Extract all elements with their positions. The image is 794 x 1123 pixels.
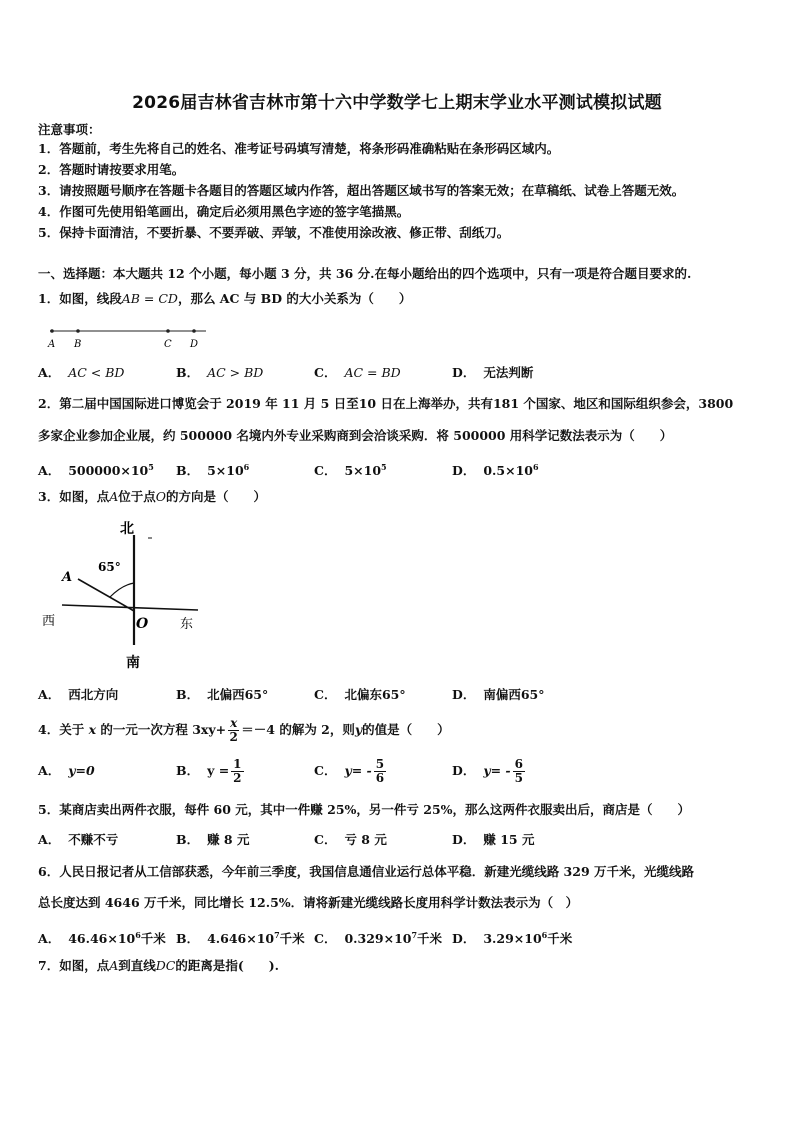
notice-item: 1．答题前，考生先将自己的姓名、准考证号码填写清楚，将条形码准确粘贴在条形码区域内。 [38,141,560,156]
option-a[interactable]: A． AC < BD [38,365,125,380]
point-label-d: D [190,339,199,350]
east-label: 东 [180,617,194,632]
option-c[interactable]: C． 亏 8 元 [314,832,387,847]
section-heading: 一、选择题：本大题共 12 个小题，每小题 3 分，共 36 分.在每小题给出的四个选项中，只有一项是符合题目要求的. [38,266,692,281]
exam-title: 2026届吉林省吉林市第十六中学数学七上期末学业水平测试模拟试题 [132,93,662,113]
option-c[interactable]: C． 北偏东65° [314,687,406,702]
question-6-line: 总长度达到 4646 万千米，同比增长 12.5%．请将新建光缆线路长度用科学计数法表示为（ ） [38,895,579,910]
north-label: 北 [120,521,134,537]
option-b[interactable]: B． AC > BD [176,365,264,380]
south-label: 南 [126,655,140,671]
option-b[interactable]: B． $4.646\times 10^7$千米 [176,930,305,947]
notice-item: 2．答题时请按要求用笔。 [38,162,185,177]
option-a[interactable]: A． y=0 [38,763,95,778]
question-7-stem: 7．如图，点A到直线DC的距离是指( ). [38,958,280,973]
option-a[interactable]: A． 西北方向 [38,687,119,702]
point-label-b: B [74,339,82,350]
question-3-stem: 3．如图，点A位于点O的方向是（ ） [38,489,267,504]
option-d[interactable]: D． $0.5\times 10^6$ [452,462,539,479]
option-c[interactable]: C． AC = BD [314,365,401,380]
notice-item: 3．请按照题号顺序在答题卡各题目的答题区域内作答，超出答题区域书写的答案无效；在草稿纸、试卷上答题无效。 [38,183,685,198]
angle-label: 65° [98,560,121,574]
question-4-stem: 4．关于 x 的一元一次方程 3xy+ $\frac{x}{2}$ ＝－4 的解为 2，则y的值是（ ） [38,716,450,744]
option-a[interactable]: A． 不赚不亏 [38,832,119,847]
option-d[interactable]: D． 南偏西65° [452,687,545,702]
option-c[interactable]: C． y= - $\frac{5}{6}$ [314,757,385,785]
q1-segment-figure [40,322,220,352]
point-a-label: A [62,570,73,585]
point-o-label: O [136,616,149,632]
question-2-line: 2．第二届中国国际进口博览会于 2019 年 11 月 5 日至10 日在上海举办，共有181 个国家、地区和国际组织参会，3800 [38,396,734,411]
option-b[interactable]: B． $5\times 10^6$ [176,462,250,479]
q4-options [38,757,758,789]
option-a[interactable]: A． $500000\times 10^5$ [38,462,154,479]
option-d[interactable]: D． 无法判断 [452,365,534,380]
option-b[interactable]: B． 赚 8 元 [176,832,250,847]
option-a[interactable]: A． $46.46\times 10^6$千米 [38,930,166,947]
question-5-stem: 5．某商店卖出两件衣服，每件 60 元，其中一件赚 25%，另一件亏 25%，那么这两件衣服卖出后，商店是（ ） [38,802,691,817]
west-label: 西 [42,614,56,629]
option-d[interactable]: D． $3.29\times 10^6$千米 [452,930,573,947]
notice-item: 4．作图可先使用铅笔画出，确定后必须用黑色字迹的签字笔描黑。 [38,204,410,219]
question-6-line: 6．人民日报记者从工信部获悉，今年前三季度，我国信息通信业运行总体平稳．新建光缆线路 329 万千米，光缆线路 [38,864,694,879]
notice-item: 5．保持卡面清洁，不要折暴、不要弄破、弄皱，不准使用涂改液、修正带、刮纸刀。 [38,225,510,240]
option-b[interactable]: B． 北偏西65° [176,687,269,702]
option-d[interactable]: D． 赚 15 元 [452,832,535,847]
question-2-line: 多家企业参加企业展，约 500000 名境内外专业采购商到会洽谈采购．将 500000 用科学记数法表示为（ ） [38,428,673,443]
point-label-a: A [48,339,56,350]
notice-heading: 注意事项： [38,122,101,137]
q3-compass-figure [38,515,218,675]
point-label-c: C [164,339,172,350]
option-c[interactable]: C． $0.329\times 10^7$千米 [314,930,443,947]
option-b[interactable]: B． y = $\frac{1}{2}$ [176,757,242,785]
option-c[interactable]: C． $5\times 10^5$ [314,462,387,479]
question-1-stem: 1．如图，线段AB = CD，那么 AC 与 BD 的大小关系为（ ） [38,291,412,306]
option-d[interactable]: D． y= - $\frac{6}{5}$ [452,757,523,785]
